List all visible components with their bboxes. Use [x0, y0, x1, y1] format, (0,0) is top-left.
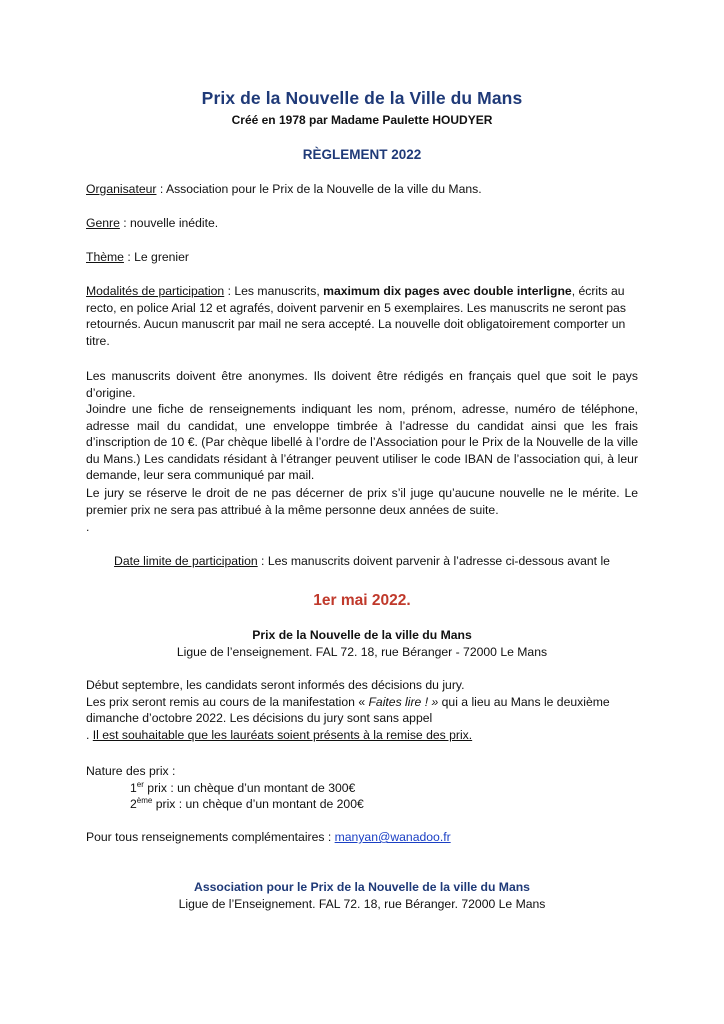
theme-text: : Le grenier	[123, 250, 189, 264]
resultats-line2: Les prix seront remis au cours de la manifestation « Faites lire ! » qui a lieu au Mans le deuxième dimanche d’octobre 2022. Les décisions du jury sont sans appel	[86, 694, 610, 725]
dot-line: .	[86, 520, 90, 534]
modalites-label: Modalités de participation	[86, 284, 225, 298]
organisateur-label: Organisateur	[86, 182, 157, 196]
document-subtitle: Créé en 1978 par Madame Paulette HOUDYER	[231, 113, 493, 127]
contact-paragraph	[86, 829, 638, 846]
modalites-paragraph	[86, 283, 638, 349]
footer-line: Ligue de l’Enseignement. FAL 72. 18, rue Béranger. 72000 Le Mans	[178, 897, 546, 911]
prix-heading: Nature des prix :	[86, 764, 176, 778]
modalites-bold: maximum dix pages avec double interligne	[323, 284, 572, 298]
prix-section	[86, 763, 638, 813]
contact-text: Pour tous renseignements complémentaires :	[86, 830, 335, 844]
genre-text: : nouvelle inédite.	[119, 216, 219, 230]
date-limite-label: Date limite de participation	[114, 554, 258, 568]
date-limite-paragraph	[86, 553, 638, 570]
contact-email-link[interactable]: manyan@wanadoo.fr	[334, 830, 451, 844]
resultats-paragraph	[86, 677, 638, 743]
genre-paragraph	[86, 215, 638, 232]
resultats-line1: Début septembre, les candidats seront informés des décisions du jury.	[86, 678, 465, 692]
theme-paragraph	[86, 249, 638, 266]
address-line: Ligue de l’enseignement. FAL 72. 18, rue Béranger - 72000 Le Mans	[176, 645, 548, 659]
date-limite-date: 1er mai 2022.	[313, 592, 411, 609]
date-limite-text: : Les manuscrits doivent parvenir à l’adresse ci-dessous avant le	[257, 554, 610, 568]
theme-label: Thème	[86, 250, 124, 264]
resultats-line3: . Il est souhaitable que les lauréats soient présents à la remise des prix.	[86, 727, 473, 742]
document-title: Prix de la Nouvelle de la Ville du Mans	[201, 88, 523, 108]
organisateur-text: : Association pour le Prix de la Nouvelle de la ville du Mans.	[156, 182, 482, 196]
modalites-text1: : Les manuscrits,	[224, 284, 324, 298]
modalites-text2: , écrits au recto, en police Arial 12 et agrafés, doivent parvenir en 5 exemplaires. Les manuscrits ne seront pas retournés. Aucun manuscrit par mail ne sera accepté. La nouvelle doit obligatoirement comporter un titre.	[86, 284, 626, 348]
anonymes-paragraph: Les manuscrits doivent être anonymes. Ils doivent être rédigés en français quel que soit le pays d’origine.	[86, 369, 638, 400]
genre-label: Genre	[86, 216, 120, 230]
prix-second: 2ème prix : un chèque d’un montant de 200€	[130, 795, 364, 811]
fiche-paragraph: Joindre une fiche de renseignements indiquant les nom, prénom, adresse, numéro de téléphone, adresse mail du candidat, une enveloppe timbrée à l’adresse du candidat ainsi que les frais d’inscription de 10 €. (Par chèque libellé à l’ordre de l’Association pour le Prix de la Nouvelle de la ville du Mans.) Les candidats résidant à l’étranger peuvent utiliser le code IBAN de l’association qui, à leur demande, leur sera communiqué par mail.	[86, 402, 638, 482]
organisateur-paragraph	[86, 181, 638, 198]
reglement-heading: RÈGLEMENT 2022	[302, 147, 422, 162]
footer-name: Association pour le Prix de la Nouvelle de la ville du Mans	[194, 880, 530, 894]
address-name: Prix de la Nouvelle de la ville du Mans	[252, 628, 472, 642]
prix-first: 1er prix : un chèque d’un montant de 300€	[130, 779, 356, 795]
jury-paragraph: Le jury se réserve le droit de ne pas décerner de prix s’il juge qu’aucune nouvelle ne le mérite. Le premier prix ne sera pas attribué à la même personne deux années de suite.	[86, 486, 638, 517]
